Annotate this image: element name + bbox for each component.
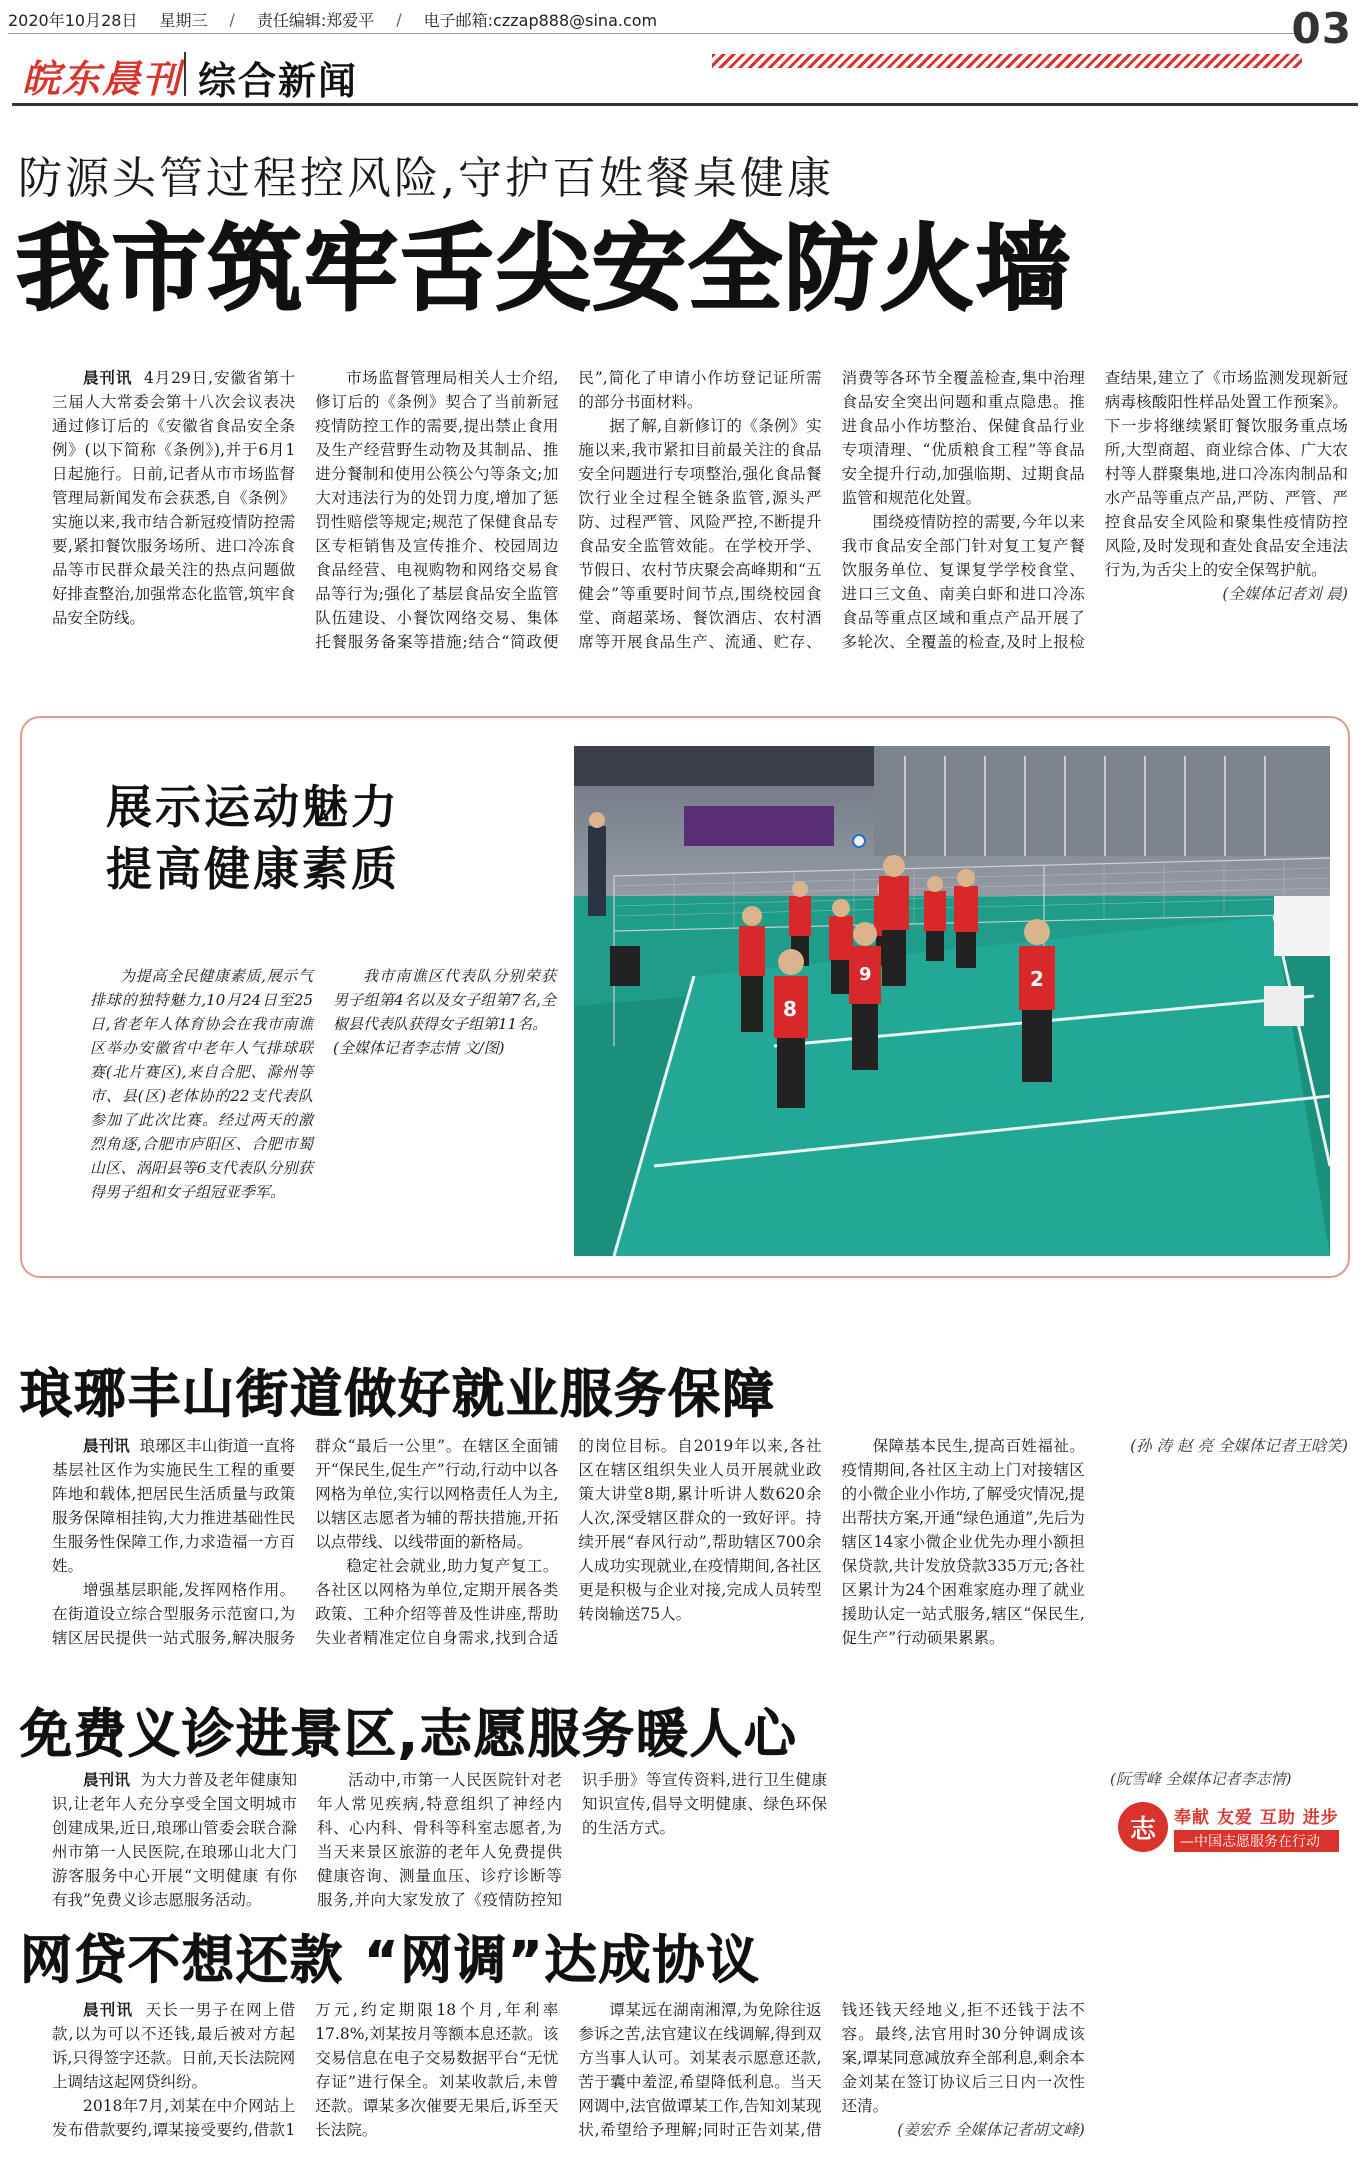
article4-byline: (阮雪峰 全媒体记者李志情) [1110,1770,1292,1788]
masthead-meta [8,6,1298,34]
article3-body [52,1434,1348,1654]
article5-paragraph: 2018年7月,刘某在中介网站上发布借款要约,谭某接受要约,借款1万元,约定期限18个月,年利率17.8%,刘某按月等额本息还款。该交易信息在电子交易数据平台“无忧存证”进行保全。刘某收款后,未曾还款。谭某多次催要无果后,诉至天长法院。 [52,2001,559,2139]
article4-paragraph: 活动中,市第一人民医院针对老年人常见疾病,特意组织了神经内科、心内科、骨科等科室志愿者,为当天来景区旅游的老年人免费提供健康咨询、测量血压、诊疗诊断等服务,并向大家发放了《疫情防控知识手册》等宣传资料,进行卫生健康知识宣传,倡导文明健康、绿色环保的生活方式。 [317,1771,827,1909]
article5-paragraph: 晨刊讯 天长一男子在网上借款,以为可以不还钱,最后被对方起诉,只得签字还款。日前,天长法院网上调结这起网贷纠纷。 [52,2001,296,2091]
article1-kicker: 防源头管过程控风险,守护百姓餐桌健康 [18,153,834,204]
brand-divider [184,52,186,96]
article1-lead: 晨刊讯 [83,369,133,387]
article5-headline: 网贷不想还款 “网调”达成协议 [20,1931,761,1991]
issue-date: 2020年10月28日 [8,11,138,30]
section-title: 综合新闻 [198,59,359,103]
article4-lead: 晨刊讯 [83,1771,131,1789]
article1-paragraph: 围绕疫情防控的需要,今年以来我市食品安全部门针对复工复产餐饮服务单位、复课复学学校食堂、进口三文鱼、南美白虾和进口冷冻食品等重点区域和重点产品开展了多轮次、全覆盖的检查,及时上报检查结果,建立了《市场监测发现新冠病毒核酸阳性样品处置工作预案》。下一步将继续紧盯餐饮服务重点场所,大型商超、商业综合体、广大农村等人群聚集地,进口冷冻肉制品和水产品等重点产品,严防、严管、严控食品安全风险和聚集性疫情防控风险,及时发现和查处食品安全违法行为,为舌尖上的安全保驾护航。 [841,369,1348,651]
sport-headline-line2: 提高健康素质 [106,842,400,896]
svg-text:8: 8 [783,997,797,1021]
volleyball-photo-illustration [574,746,1330,1256]
article1-byline: (全媒体记者刘 晨) [1222,585,1348,603]
svg-text:9: 9 [859,964,872,985]
article1-body [52,366,1348,666]
article3-lead: 晨刊讯 [83,1437,130,1455]
sport-byline: (全媒体记者李志情 文/图) [333,1039,505,1057]
article1-paragraph: 据了解,自新修订的《条例》实施以来,我市紧扣目前最关注的食品安全问题进行专项整治,强化食品餐饮行业全过程全链条监管,源头严防、过程严管、风险严控,不断提升食品安全监管效能。在学校开学、节假日、农村节庆聚会高峰期和“五健会”等重要时间节点,围绕校园食堂、商超菜场、餐饮酒店、农村酒席等开展食品生产、流通、贮存、消费等各环节全覆盖检查,集中治理食品安全突出问题和重点隐患。推进食品小作坊整治、保健食品行业专项清理、“优质粮食工程”等食品安全提升行动,加强临期、过期食品监管和规范化处置。 [578,369,1085,651]
sport-paragraph: 为提高全民健康素质,展示气排球的独特魅力,10月24日至25日,省老年人体育协会在我市南谯区举办安徽省中老年人气排球联赛(北片赛区),来自合肥、滁州等市、县(区)老体协的22支代表队参加了此次比赛。经过两天的激烈角逐,合肥市庐阳区、合肥市蜀山区、涡阳县等6支代表队分别获得男子组和女子组冠亚季军。 [90,967,313,1201]
volunteer-logo-icon: 志 [1118,1802,1168,1852]
article1-paragraph: 市场监督管理局相关人士介绍,修订后的《条例》契合了当前新冠疫情防控工作的需要,提出禁止食用及生产经营野生动物及其制品、推进分餐制和使用公筷公勺等条文;加大对违法行为的处罚力度,增加了惩罚性赔偿等规定;规范了保健食品专区专柜销售及宣传推介、校园周边食品经营、电视购物和网络交易食品等行为;强化了基层食品安全监管队伍建设、小餐饮网络交易、集体托餐服务备案等措施;结合“简政便民”,简化了申请小作坊登记证所需的部分书面材料。 [315,369,822,651]
editor-email: 电子邮箱:czzap888@sina.com [423,11,658,30]
article3-paragraph: 晨刊讯 琅琊区丰山街道一直将基层社区作为实施民生工程的重要阵地和载体,把居民生活质量与政策服务保障相挂钩,大力推进基础性民生服务性保障工作,力求造福一方百姓。 [52,1437,296,1575]
volunteer-slogan-bottom: —中国志愿服务在行动 [1174,1830,1339,1852]
article3-paragraph: 增强基层职能,发挥网格作用。在街道设立综合型服务示范窗口,为辖区居民提供一站式服务,解决服务群众“最后一公里”。在辖区全面铺开“保民生,促生产”行动,行动中以各网格为单位,实行以网格责任人为主,以辖区志愿者为辅的帮扶措施,开拓以点带线、以线带面的新格局。 [52,1437,559,1647]
article5-lead: 晨刊讯 [83,2001,134,2019]
meta-separator: / [396,10,402,29]
article1-paragraph: 晨刊讯 4月29日,安徽省第十三届人大常委会第十八次会议表决通过修订后的《安徽省食品安全条例》(以下简称《条例》),并于6月1日起施行。日前,记者从市市场监督管理局新闻发布会获悉,自《条例》实施以来,我市结合新冠疫情防控需要,紧扣餐饮服务场所、进口冷冻食品等市民群众最关注的热点问题做好排查整治,加强常态化监管,筑牢食品安全防线。 [52,369,296,627]
article4-body [52,1768,1092,1918]
sport-body [90,964,556,1204]
sport-headline [106,776,400,900]
article3-byline: (孙 涛 赵 亮 全媒体记者王晗笑) [1130,1437,1348,1455]
sport-paragraph: 我市南谯区代表队分别荣获男子组第4名以及女子组第7名,全椒县代表队获得女子组第11名。 [333,967,556,1033]
issue-weekday: 星期三 [159,11,208,30]
newspaper-logo: 皖东晨刊 [22,56,183,101]
article4-sidebar [1110,1768,1350,1918]
volunteer-slogan-top: 奉献 友爱 互助 进步 [1174,1807,1339,1828]
decorative-hatch-bar [712,54,1302,68]
editor-credit: 责任编辑:郑爱平 [256,11,375,30]
article3-paragraph: 稳定社会就业,助力复产复工。各社区以网格为单位,定期开展各类政策、工种介绍等普及性讲座,帮助失业者精准定位自身需求,找到合适的岗位目标。自2019年以来,各社区在辖区组织失业人员开展就业政策大讲堂8期,累计听讲人数620余人次,深受辖区群众的一致好评。持续开展“春风行动”,帮助辖区700余人成功实现就业,在疫情期间,各社区更是积极与企业对接,完成人员转型转岗输送75人。 [315,1437,822,1647]
volleyball-photo [574,746,1330,1256]
meta-separator: / [229,10,235,29]
article3-paragraph: 保障基本民生,提高百姓福祉。疫情期间,各社区主动上门对接辖区的小微企业小作坊,了解受灾情况,提出帮扶方案,开通“绿色通道”,先后为辖区14家小微企业优先办理小额担保贷款,共计发放贷款335万元;各社区累计为24个困难家庭办理了就业援助认定一站式服务,辖区“保民生,促生产”行动硕果累累。 [841,1437,1085,1647]
article5-byline: (姜宏乔 全媒体记者胡文峰) [897,2121,1085,2139]
brand-row [12,44,1358,106]
volunteer-slogan [1174,1803,1339,1852]
sport-feature-box [20,716,1350,1278]
sport-headline-line1: 展示运动魅力 [106,780,400,834]
article1-headline: 我市筑牢舌尖安全防火墙 [16,215,1073,324]
article4-headline: 免费义诊进景区,志愿服务暖人心 [20,1705,798,1765]
article5-paragraph: 谭某远在湖南湘潭,为免除往返参诉之苦,法官建议在线调解,得到双方当事人认可。刘某表示愿意还款,苦于囊中羞涩,希望降低利息。当天网调中,法官做谭某工作,告知刘某现状,希望给予理解;同时正告刘某,借钱还钱天经地义,拒不还钱于法不容。最终,法官用时30分钟调成该案,谭某同意减放弃全部利息,剩余本金刘某在签订协议后三日内一次性还清。 [578,2001,1085,2139]
page-number: 03 [1291,4,1352,53]
article5-body [52,1998,1348,2158]
article4-paragraph: 晨刊讯 为大力普及老年健康知识,让老年人充分享受全国文明城市创建成果,近日,琅琊山管委会联合滁州市第一人民医院,在琅琊山北大门游客服务中心开展“文明健康 有你有我”免费义诊志愿服务活动。 [52,1771,297,1909]
article3-headline: 琅琊丰山街道做好就业服务保障 [20,1365,777,1425]
volunteer-service-badge [1118,1802,1339,1852]
svg-text:2: 2 [1030,967,1044,991]
